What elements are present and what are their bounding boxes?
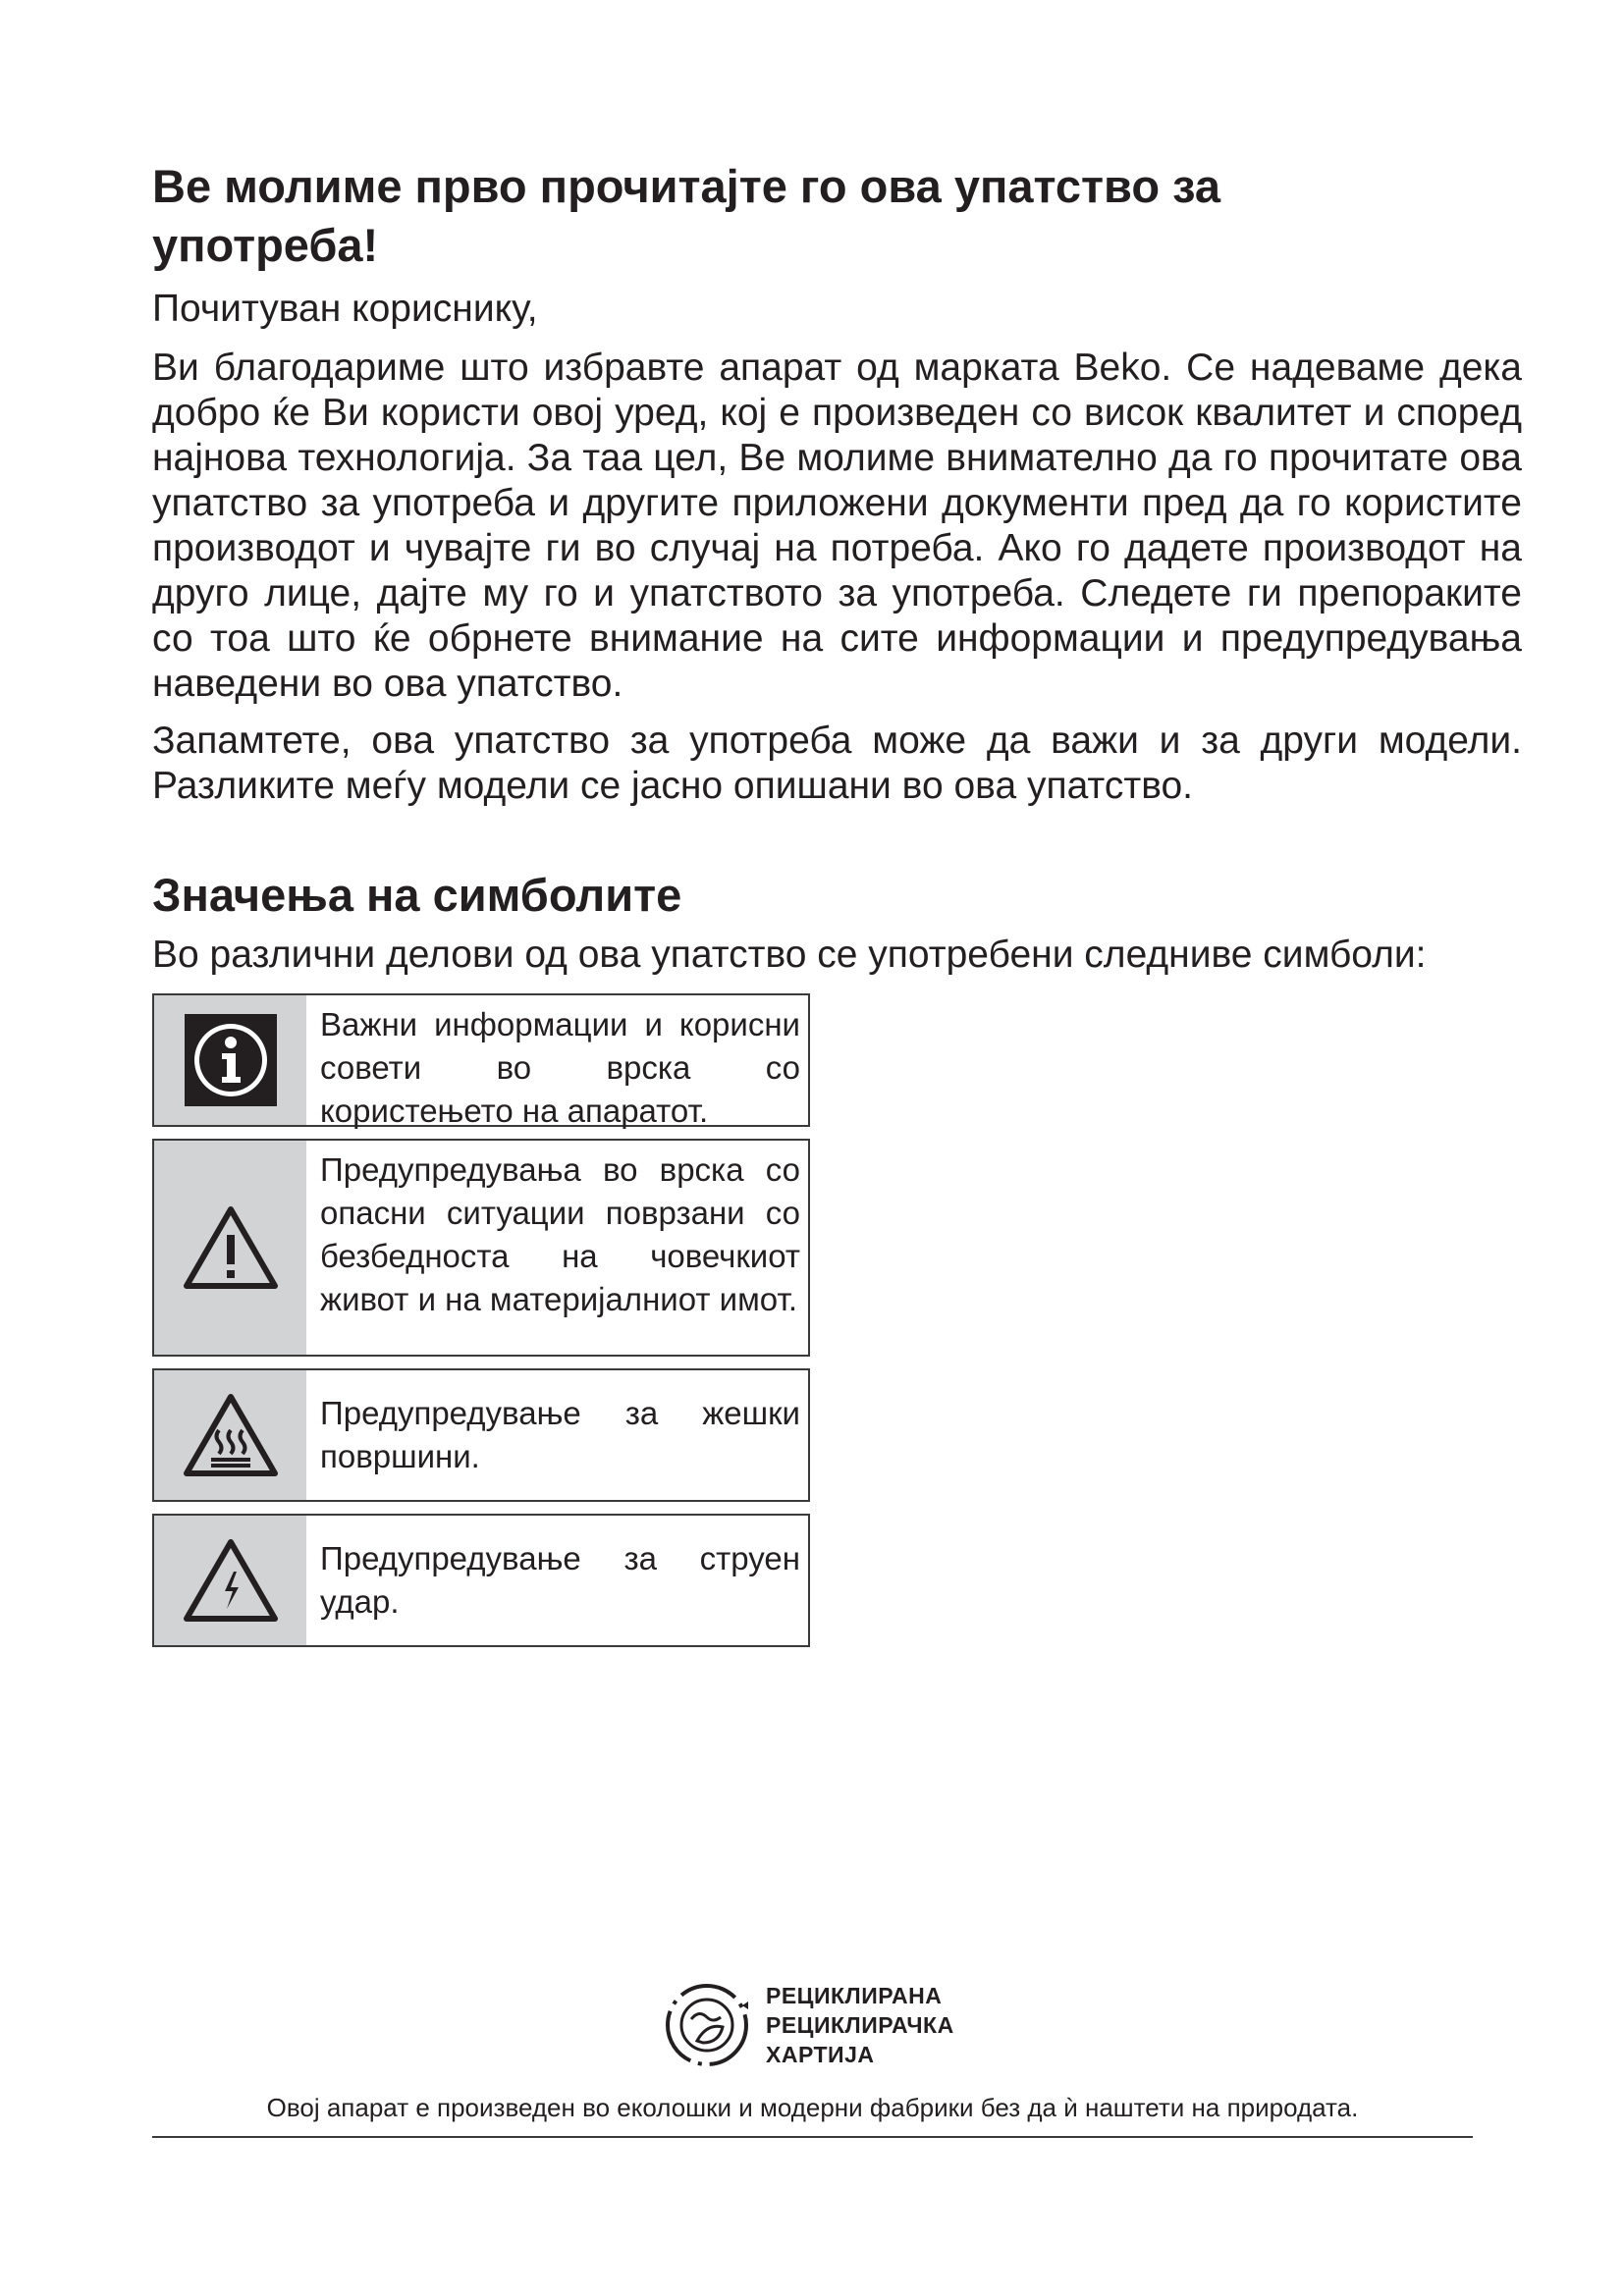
symbols-intro: Во различни делови од ова упатство се употребени следниве симболи: [152, 934, 1427, 976]
greeting: Почитуван кориснику, [152, 288, 538, 330]
symbols-table [152, 993, 810, 1647]
symbol-text-info: Важни информации и корисни совети во врска со користењето на апаратот. [320, 1006, 800, 1129]
hot-surface-icon [154, 1370, 306, 1500]
intro-paragraph: Ви благодариме што избравте апарат од марката Beko. Се надеваме дека добро ќе Ви користи овој уред, кој е произведен со висок квалитет и според најнова технологија. За таа цел, Ве молиме внимателно да го прочитате ова упатство за употреба и другите приложени документи пред да го користите производот и чувајте ги во случај на потреба. Ако го дадете производот на друго лице, дајте му го и упатството за употреба. Следете ги препораките со тоа што ќе обрнете внимание на сите информации и предупредувања наведени во ова упатство. [152, 347, 1522, 705]
footer-text: Овој апарат е произведен во еколошки и модерни фабрики без да ѝ наштети на природата. [266, 2093, 1359, 2122]
symbol-text-hot-surface: Предупредување за жешки површини. [320, 1395, 800, 1474]
logo-line-3: ХАРТИЈА [766, 2041, 875, 2067]
symbol-row-electric-shock [152, 1514, 810, 1647]
symbol-row-info [152, 993, 810, 1127]
logo-line-2: РЕЦИКЛИРАЧКА [766, 2011, 954, 2038]
symbols-heading: Значења на симболите [152, 869, 682, 921]
page-title: Ве молиме прво прочитајте го ова упатство за употреба! [152, 160, 1220, 271]
warning-icon [154, 1141, 306, 1355]
recycled-paper-logo [658, 1973, 992, 2076]
symbol-text-warning: Предупредувања во врска со опасни ситуации поврзани со безбедноста на човечкиот живот и на материјалниот имот. [320, 1151, 800, 1317]
recycle-globe-icon [658, 1976, 756, 2074]
electric-shock-icon [154, 1516, 306, 1645]
models-note-paragraph: Запамтете, ова упатство за употреба може да важи и за други модели. Разликите меѓу модели се јасно опишани во ова упатство. [152, 720, 1522, 807]
symbol-row-hot-surface [152, 1368, 810, 1502]
symbol-row-warning [152, 1139, 810, 1357]
content [152, 157, 1522, 1659]
symbol-text-electric-shock: Предупредување за струен удар. [320, 1540, 800, 1620]
footer-divider [152, 2136, 1473, 2138]
logo-line-1: РЕЦИКЛИРАНА [766, 1982, 943, 2008]
info-icon [154, 995, 306, 1125]
logo-text [766, 1981, 954, 2069]
